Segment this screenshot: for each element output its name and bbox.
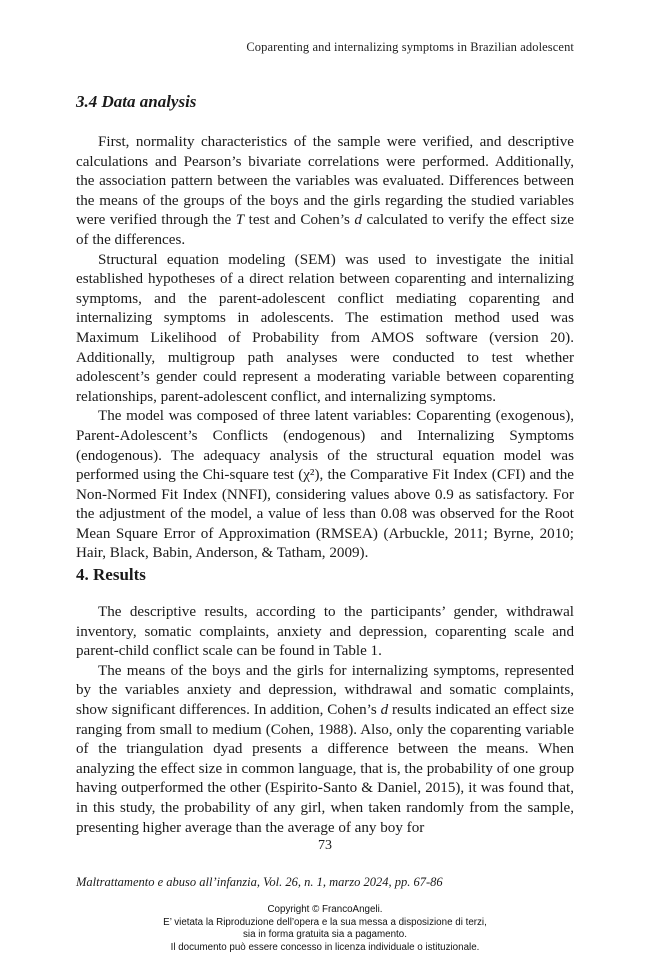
- copyright-line: sia in forma gratuita sia a pagamento.: [243, 929, 407, 941]
- section-heading-results: 4. Results: [76, 565, 146, 584]
- running-title: Coparenting and internalizing symptoms in Brazilian adolescent: [246, 40, 574, 54]
- paragraph: The descriptive results, according to the participants’ gender, withdrawal inventory, somatic complaints, anxiety and depression, coparenting scale and parent-child conflict scale can be found in Table 1.: [76, 604, 574, 660]
- data-analysis-body: [76, 133, 574, 564]
- section-heading-data-analysis: 3.4 Data analysis: [76, 92, 197, 111]
- copyright-line: Copyright © FrancoAngeli.: [267, 904, 383, 915]
- journal-citation: Maltrattamento e abuso all’infanzia, Vol. 26, n. 1, marzo 2024, pp. 67-86: [76, 875, 443, 889]
- copyright-line: E’ vietata la Riproduzione dell’opera e la sua messa a disposizione di terzi,: [163, 916, 487, 928]
- copyright-notice: [0, 904, 650, 954]
- paragraph: Structural equation modeling (SEM) was used to investigate the initial established hypotheses of a direct relation between coparenting and internalizing symptoms, and the parent-adolescent conflict mediating coparenting and internalizing symptoms in adolescents. The estimation method used was Maximum Likelihood of Probability from AMOS software (version 20). Additionally, multigroup path analyses were conducted to test whether adolescent’s gender could represent a moderating variable between coparenting relationships, parent-adolescent conflict, and internalizing symptoms.: [76, 251, 574, 405]
- copyright-line: Il documento può essere concesso in licenza individuale o istituzionale.: [170, 941, 480, 953]
- paragraph: First, normality characteristics of the sample were verified, and descriptive calculations and Pearson’s bivariate correlations were performed. Additionally, the association pattern between the variables was evaluated. Differences between the means of the groups of the boys and the girls regarding the studied variables were verified through the T test and Cohen’s d calculated to verify the effect size of the differences.: [76, 134, 574, 248]
- paragraph: The model was composed of three latent variables: Coparenting (exogenous), Parent-Adolescent’s Conflicts (endogenous) and Internalizing Symptoms (endogenous). The adequacy analysis of the structural equation model was performed using the Chi-square test (χ²), the Comparative Fit Index (CFI) and the Non-Normed Fit Index (NNFI), considering values above 0.9 as satisfactory. For the adjustment of the model, a value of less than 0.08 was observed for the Root Mean Square Error of Approximation (RMSEA) (Arbuckle, 2011; Byrne, 2010; Hair, Black, Babin, Anderson, & Tatham, 2009).: [76, 408, 574, 562]
- paragraph: The means of the boys and the girls for internalizing symptoms, represented by the variables anxiety and depression, withdrawal and somatic complaints, show significant differences. In addition, Cohen’s d results indicated an effect size ranging from small to medium (Cohen, 1988). Also, only the coparenting variable of the triangulation dyad presents a difference between the means. When analyzing the effect size in common language, that is, the probability of one group having outperformed the other (Espirito-Santo & Daniel, 2015), it was found that, in this study, the probability of any girl, when taken randomly from the sample, presenting higher average than the average of any boy for: [76, 662, 574, 836]
- results-body: [76, 603, 574, 838]
- page-number: 73: [318, 838, 332, 853]
